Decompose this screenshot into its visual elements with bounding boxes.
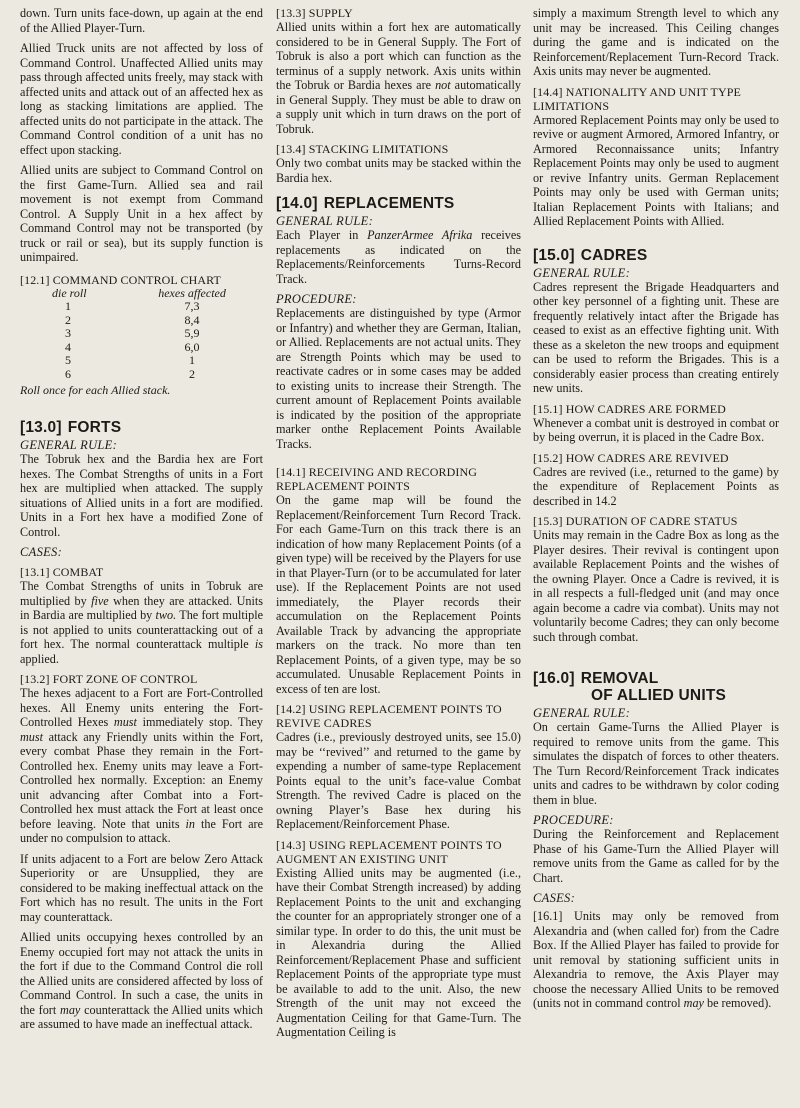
general-rule-label: GENERAL RULE: (20, 438, 118, 452)
table-row (52, 314, 263, 328)
command-control-chart (52, 287, 263, 382)
paragraph: On the game map will be found the Replacement/Reinforcement Turn Record Track. For each Game-Turn on this track there is an indication of how many Replacement Points (of a given type) will be received by the Players for use in that Player-Turn (or to be accumulated for later use). If the Replacement Points are not used immediately, the Player records their accumulation on the Replacement Points Available Track by advancing the appropriate markers on the track. No more than ten Replacement Points, of a given type, may be so accumulated. Unusable Replacement Points in excess of ten are lost. (276, 493, 521, 696)
section-number: [14.0] (276, 195, 318, 212)
paragraph: Each Player in PanzerArmee Afrika receives replacements as indicated on the Replacements/Reinforcements Turns-Record Track. (276, 228, 521, 286)
paragraph: Only two combat units may be stacked within the Bardia hex. (276, 156, 521, 185)
case-title: [13.4] STACKING LIMITATIONS (276, 142, 449, 156)
case-title: [13.3] SUPPLY (276, 6, 353, 20)
paragraph: On certain Game-Turns the Allied Player is required to remove units from the game. This simulates the dispatch of forces to other theaters. The Turn Record/Reinforcement Track indicates units and cadres to be withdrawn by color coding them in blue. (533, 720, 779, 807)
hexes-cell: 1 (189, 353, 196, 367)
chart-note: Roll once for each Allied stack. (20, 383, 171, 397)
chart-header-hexes: hexes affected (158, 285, 226, 300)
paragraph: During the Reinforcement and Replacement Phase of his Game-Turn the Allied Player will remove units from the Game as called for by the Chart. (533, 827, 779, 885)
hexes-cell: 2 (189, 366, 196, 381)
paragraph: Allied units occupying hexes controlled by an Enemy occupied fort may not attack the units in the fort if due to the Command Control die roll the Allied units are considered affected by loss of Command Control. In such a case, the units in the fort may counterattack the Allied units which are assumed to have made an ineffectual attack. (20, 930, 263, 1031)
chart-title: [12.1] COMMAND CONTROL CHART (20, 272, 221, 287)
paragraph: If units adjacent to a Fort are below Zero Attack Superiority or are Unsupplied, they are considered to be making ineffectual attack on the Fort which has no result. The units in the Fort may counterattack. (20, 851, 263, 924)
general-rule-label: GENERAL RULE: (533, 706, 631, 720)
case-title: [15.2] HOW CADRES ARE REVIVED (533, 450, 729, 465)
cases-label: CASES: (533, 891, 576, 905)
column-left (20, 6, 263, 1038)
case-title: [15.1] HOW CADRES ARE FORMED (533, 401, 726, 416)
paragraph: [16.1] Units may only be removed from Alexandria and (when called for) from the Cadre Box. If the Allied Player has failed to provide for unit removal by stationing sufficient units in Alexandria to remove, the Axis Player may choose the necessary Allied Units to be removed (units not in command control may be removed). (533, 909, 779, 1010)
case-title: [15.3] DURATION OF CADRE STATUS (533, 514, 738, 528)
section-heading-removal (533, 670, 779, 704)
general-rule-label: GENERAL RULE: (276, 214, 374, 228)
die-roll-cell: 5 (65, 353, 71, 367)
section-number: [16.0] (533, 670, 575, 687)
table-row (52, 341, 263, 355)
case-title: [14.1] RECEIVING AND RECORDING REPLACEMENT POINTS (276, 465, 477, 493)
paragraph: The Combat Strengths of units in Tobruk are multiplied by five when they are attacked. Units in Bardia are multiplied by two. The fort multiple is not applied to units counterattacking out of a fort hex. The normal counterattack multiple is applied. (20, 579, 263, 666)
case-title: [14.2] USING REPLACEMENT POINTS TO REVIVE CADRES (276, 702, 502, 730)
section-number: [13.0] (20, 419, 62, 436)
die-roll-cell: 4 (65, 339, 71, 354)
table-row (52, 327, 263, 341)
hexes-cell: 7,3 (184, 299, 200, 313)
table-row (52, 368, 263, 382)
hexes-cell: 6,0 (184, 339, 200, 354)
paragraph: Allied Truck units are not affected by loss of Command Control. Unaffected Allied units may pass through affected units freely, may stack with affected units and attack out of an affected hex as long as stacking limitations are applied. The affected units do not participate in the attack. The Command Control condition of a unit has no effect upon stacking. (20, 41, 263, 157)
section-title: FORTS (67, 419, 122, 436)
paragraph: Replacements are distinguished by type (Armor or Infantry) and whether they are German, Italian, or Allied. Replacements are not actual units. They are Strength Points which may be used to reactivate cadres or in some cases may be added to existing units to increase their Strength. The current amount of Replacement Points available is indicated by the position of the appropriate marker onthe Replacement Points Available Tracks. (276, 306, 521, 451)
paragraph: Cadres represent the Brigade Headquarters and other key personnel of a fighting unit. These are frequently relatively intact after the Brigade has ceased to exist as an effective fighting unit. With these as a skeleton the new troops and equipment can be used to reform the Brigades. This is a considerably easier process than creating entirely new units. (533, 279, 779, 395)
case-title: [14.3] USING REPLACEMENT POINTS TO AUGMENT AN EXISTING UNIT (276, 837, 502, 866)
paragraph: The Tobruk hex and the Bardia hex are Fort hexes. The Combat Strengths of units in a Fort hex are multiplied when attacked. The supply situations of Allied units in a fort are modified. Units in a Fort hex have a modified Zone of Control. (20, 452, 263, 539)
table-row (52, 354, 263, 368)
die-roll-cell: 6 (65, 366, 71, 381)
section-title: REPLACEMENTS (323, 195, 455, 212)
chart-header-die-roll: die roll (52, 285, 87, 300)
column-middle (276, 6, 521, 1046)
column-right (533, 6, 779, 1017)
paragraph: Allied units are subject to Command Control on the first Game-Turn. Allied sea and rail movement is not exempt from Command Control. A Supply Unit in a hex affect by Command Control may not be transported (by truck or rail or sea), but its supply function is unimpaired. (20, 163, 263, 264)
section-heading-forts (20, 419, 263, 436)
paragraph: Allied units within a fort hex are automatically considered to be in General Supply. The Fort of Tobruk is also a port which can function as the terminus of a supply network. Axis units within the Tobruk or Bardia hexes are not automatically in General Supply. They must be able to draw on a supply unit which in turn draws on the port of Tobruk. (276, 20, 521, 136)
hexes-cell: 8,4 (184, 312, 200, 327)
section-title: CADRES (580, 246, 648, 264)
cases-label: CASES: (20, 545, 63, 559)
hexes-cell: 5,9 (184, 326, 200, 340)
die-roll-cell: 3 (65, 326, 71, 340)
paragraph: down. Turn units face-down, up again at the end of the Allied Player-Turn. (20, 6, 263, 35)
die-roll-cell: 1 (65, 299, 71, 313)
paragraph: The hexes adjacent to a Fort are Fort-Controlled hexes. All Enemy units entering the Fort-Controlled Hexes must immediately stop. They must attack any Friendly units within the Fort, every combat Phase they remain in the Fort-Controlled hex. Enemy units may leave a Fort-Controlled hex normally. Exception: an Enemy unit advancing after Combat into a Fort-Controlled hex must attack the Fort at least once before leaving. Note that units in the Fort are under no compulsion to attack. (20, 686, 264, 845)
paragraph: simply a maximum Strength level to which any unit may be increased. This Ceiling changes during the game and is indicated on the Reinforcement/Replacement Turn-Record Track. Axis units may never be augmented. (533, 6, 779, 78)
paragraph: Units may remain in the Cadre Box as long as the Player desires. Their revival is contingent upon available Replacement Points and the wishes of the owning Player. Once a Cadre is revived, it is in all respects a full-fledged unit (and may once again become a cadre via combat). Units may not voluntarily become Cadres; they can only become such through combat. (533, 528, 779, 644)
paragraph: Whenever a combat unit is destroyed in combat or by being overrun, it is placed in the Cadre Box. (533, 415, 779, 444)
case-title: [13.2] FORT ZONE OF CONTROL (20, 672, 198, 686)
paragraph: Cadres (i.e., previously destroyed units, see 15.0) may be ‘‘revived’’ and returned to the game by expending a number of same-type Replacement Points equal to the unit’s face-value Combat Strength. The revived Cadre is placed on the owning Player’s Base hex during his Replacement/Reinforcement Phase. (276, 730, 521, 831)
die-roll-cell: 2 (65, 312, 71, 327)
paragraph: Existing Allied units may be augmented (i.e., have their Combat Strength increased) by adding Replacement Points to the unit and exchanging the counter for an appropriately stronger one of a similar type. In order to do this, the unit must be in Alexandria during the Allied Reinforcement/Replacement Phase and sufficient Replacement Points of the appropriate type must be available to add to the unit. Also, the new Strength of the unit may not exceed the Augmentation Ceiling for that Game-Turn. The Augmentation Ceiling is (276, 865, 521, 1039)
section-title-line2: OF ALLIED UNITS (591, 687, 727, 704)
table-row (52, 300, 263, 314)
section-heading-replacements (276, 195, 521, 212)
procedure-label: PROCEDURE: (276, 292, 357, 306)
section-heading-cadres (533, 247, 779, 264)
paragraph: Armored Replacement Points may only be used to revive or augment Armored, Armored Infantry, or Armored Reconnaissance units; Infantry Replacement Points may only be used to augment or revive Infantry units. German Replacement Points may only be used with German units; Italian Replacement Points with Italians; and Allied Replacement Points with Allied. (533, 112, 779, 228)
general-rule-label: GENERAL RULE: (533, 265, 631, 280)
paragraph: Cadres are revived (i.e., returned to the game) by the expenditure of Replacement Points as described in 14.2 (533, 464, 779, 508)
section-title: REMOVAL (580, 670, 659, 687)
procedure-label: PROCEDURE: (533, 813, 614, 827)
case-title: [14.4] NATIONALITY AND UNIT TYPE LIMITATIONS (533, 84, 741, 113)
case-title: [13.1] COMBAT (20, 565, 104, 579)
section-number: [15.0] (533, 246, 575, 264)
